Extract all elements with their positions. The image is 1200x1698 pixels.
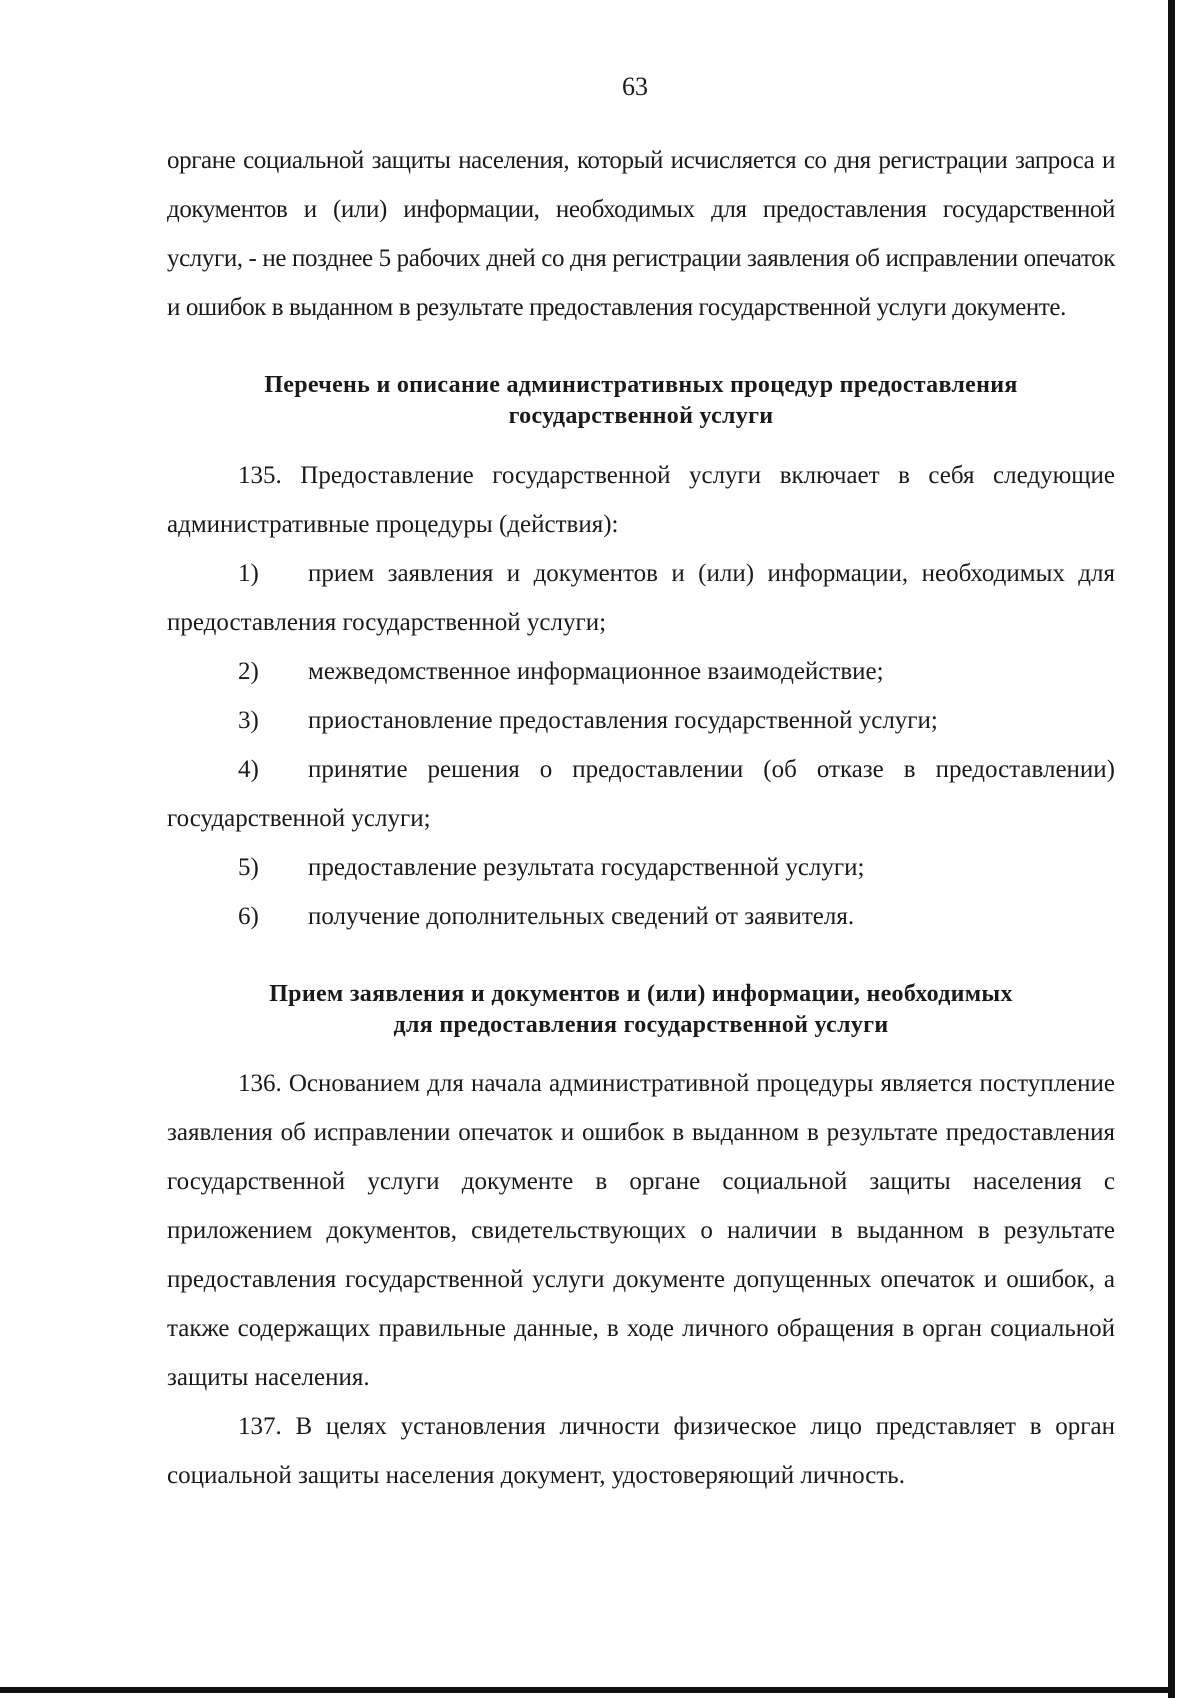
list-item-text: получение дополнительных сведений от заявителя. (308, 903, 855, 930)
list-item-number: 4) (238, 756, 259, 783)
list-item-text: приостановление предоставления государственной услуги; (308, 707, 938, 734)
paragraph-137: 137. В целях установления личности физическое лицо представляет в орган социальной защиты населения документ, удостоверяющий личность. (167, 1413, 1115, 1489)
section-heading-line: Прием заявления и документов и (или) информации, необходимых (269, 981, 1013, 1007)
list-item (167, 549, 1115, 647)
section-heading-reception (167, 979, 1115, 1041)
paragraph-134-continuation: органе социальной защиты населения, который исчисляется со дня регистрации запроса и документов и (или) информации, необходимых для предоставления государственной услуги, - не позднее 5 рабочих дней со дня регистрации заявления об исправлении опечаток и ошибок в выданном в результате предоставления государственной услуги документе. (167, 147, 1115, 321)
list-item-text: межведомственное информационное взаимодействие; (308, 658, 884, 685)
list-item-text: предоставление результата государственной услуги; (308, 854, 865, 881)
list-item-text: прием заявления и документов и (или) информации, необходимых для предоставления государственной услуги; (167, 560, 1115, 636)
list-item-number: 1) (238, 560, 259, 587)
section-heading-line: Перечень и описание административных процедур предоставления (264, 372, 1018, 398)
section-heading-line: государственной услуги (508, 403, 774, 429)
section-heading-line: для предоставления государственной услуги (393, 1012, 889, 1038)
list-item (167, 843, 1115, 892)
list-item-number: 2) (238, 658, 259, 685)
list-item-number: 6) (238, 903, 259, 930)
paragraph-136: 136. Основанием для начала административной процедуры является поступление заявления об исправлении опечаток и ошибок в выданном в результате предоставления государственной услуги документе в органе социальной защиты населения с приложением документов, свидетельствующих о наличии в выданном в результате предоставления государственной услуги документе допущенных опечаток и ошибок, а также содержащих правильные данные, в ходе личного обращения в орган социальной защиты населения. (167, 1070, 1115, 1391)
list-item-number: 5) (238, 854, 259, 881)
document-body (167, 136, 1115, 1500)
section-heading-procedures (167, 370, 1115, 432)
page-number: 63 (622, 72, 648, 101)
list-item (167, 647, 1115, 696)
paragraph-135: 135. Предоставление государственной услуги включает в себя следующие административные процедуры (действия): (167, 462, 1115, 538)
list-item (167, 892, 1115, 941)
list-item-number: 3) (238, 707, 259, 734)
scan-border-right (1168, 0, 1175, 1698)
list-item-text: принятие решения о предоставлении (об отказе в предоставлении) государственной услуги; (167, 756, 1115, 832)
list-item (167, 745, 1115, 843)
scan-border-bottom (0, 1687, 1175, 1693)
list-item (167, 696, 1115, 745)
